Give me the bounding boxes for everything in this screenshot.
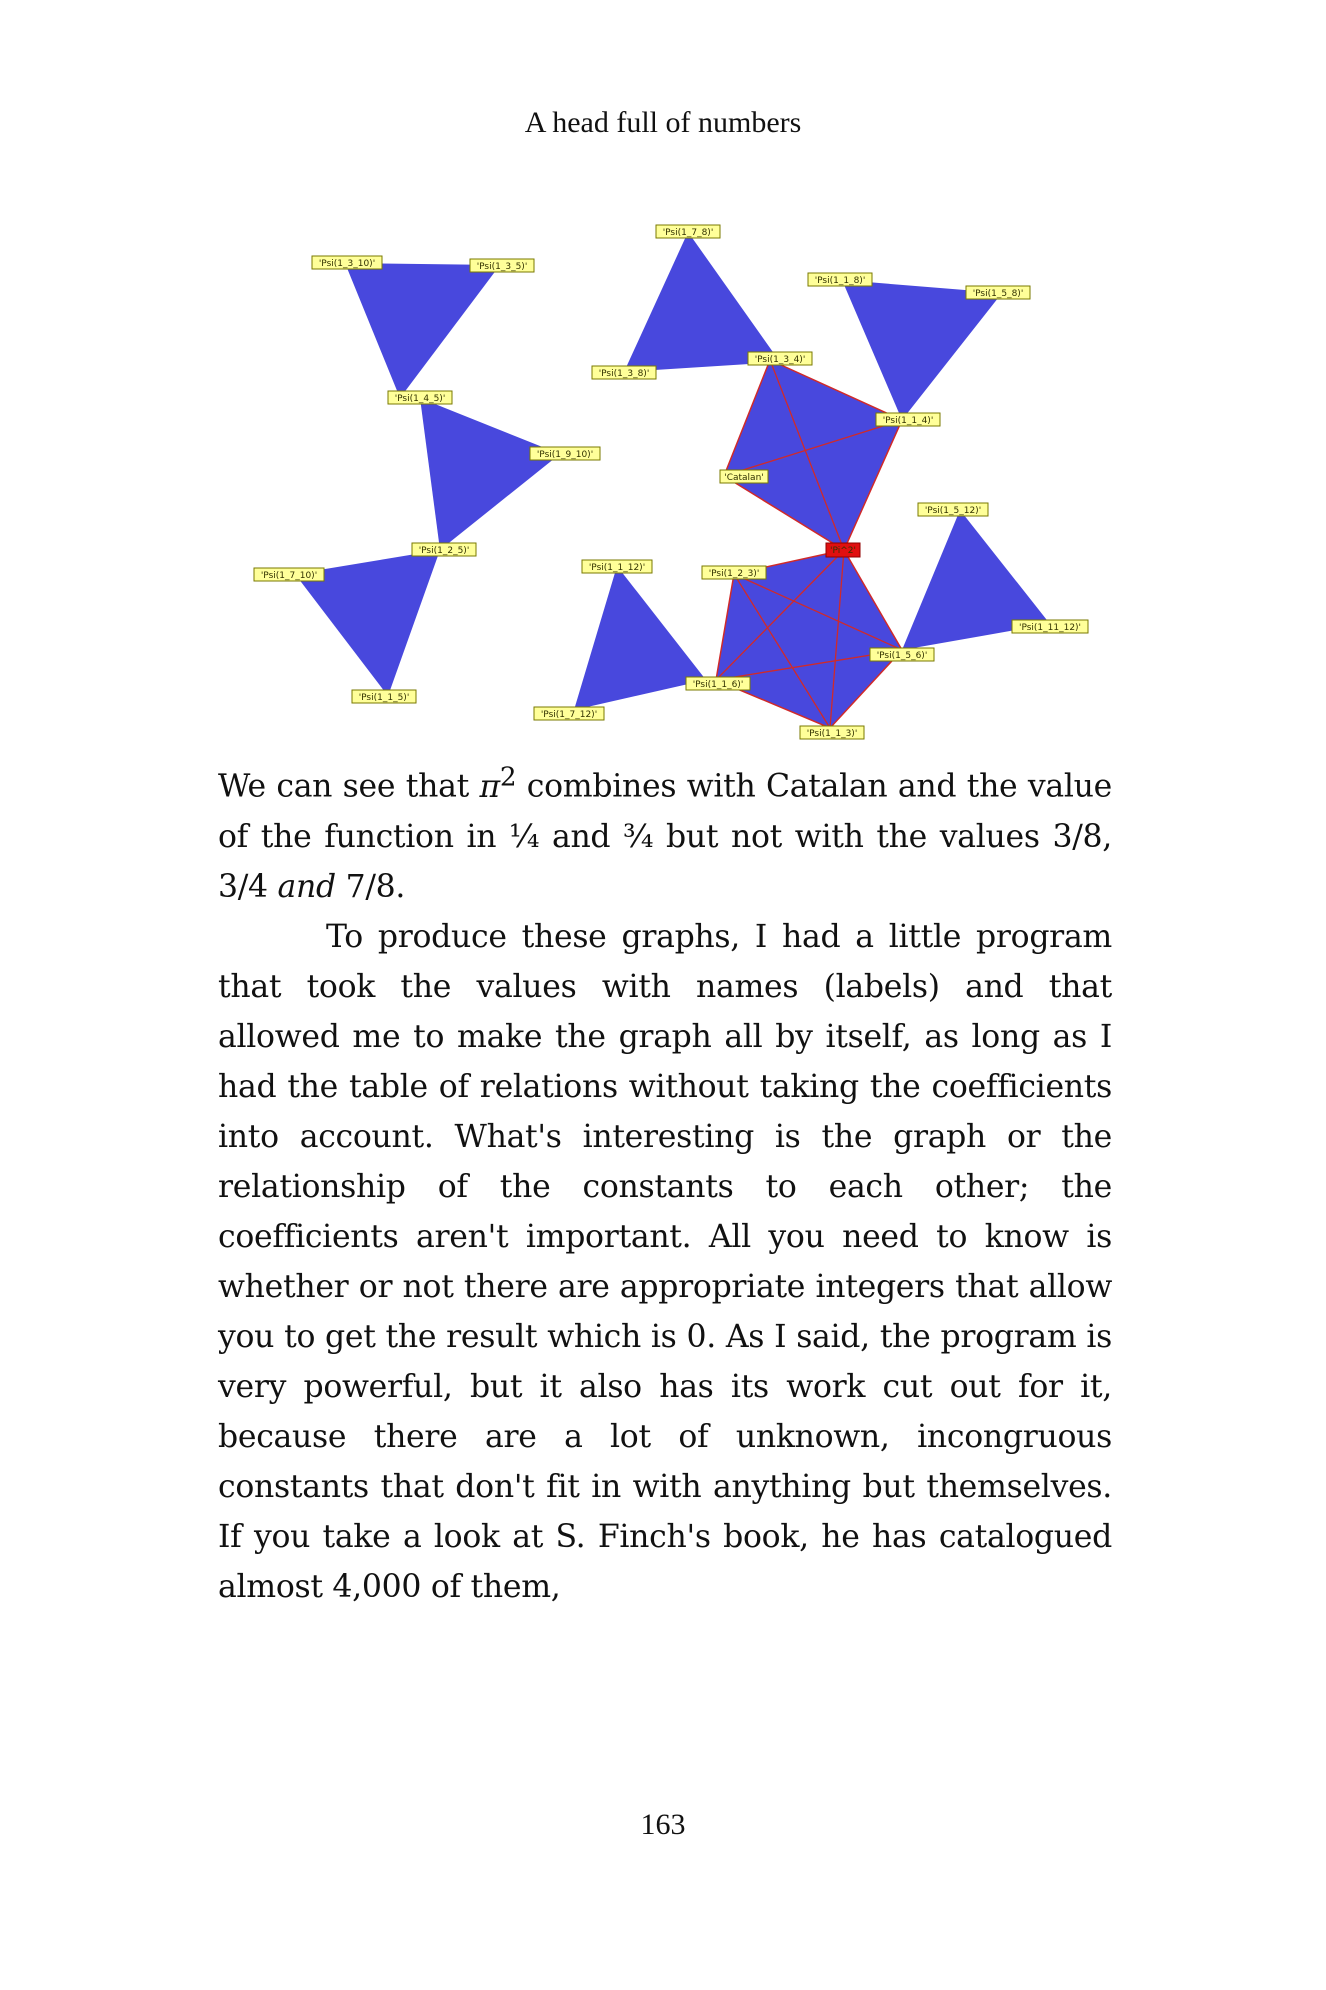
- node-label: 'Psi(1_7_8)': [662, 228, 714, 238]
- node-label: 'Psi(1_5_12)': [924, 506, 982, 516]
- triangle-face: [842, 280, 1002, 420]
- node-label: 'Psi(1_2_5)': [418, 546, 470, 556]
- math-pi-squared: [479, 762, 517, 805]
- node-label: 'Psi(1_7_12)': [540, 710, 598, 720]
- math-and: and: [277, 868, 336, 905]
- node-psi-1-5-6: [870, 648, 934, 661]
- node-psi-1-3-8: [592, 366, 656, 379]
- node-psi-1-7-12: [534, 707, 604, 720]
- triangle-face: [624, 232, 780, 372]
- paragraph-2: To produce these graphs, I had a little program that took the values with names (labels) and that allowed me to make the graph all by itself, as long as I had the table of relations without taking the coefficients into account. What's interesting is the graph or the relationship of the constants to each other; the coefficients aren't important. All you need to know is whether or not there are appropriate integers that allow you to get the result which is 0. As I said, the program is very powerful, but it also has its work cut out for it, because there are a lot of unknown, incongruous constants that don't fit in with anything but themselves. If you take a look at S. Finch's book, he has catalogued almost 4,000 of them,: [218, 918, 1112, 1605]
- node-psi-1-7-8: [656, 225, 720, 238]
- node-label: 'Psi(1_1_5)': [358, 693, 410, 703]
- node-label: 'Psi(1_7_10)': [260, 571, 318, 581]
- node-label: 'Psi(1_9_10)': [536, 450, 594, 460]
- paragraph-text: We can see that: [218, 768, 480, 805]
- exponent: 2: [499, 762, 517, 792]
- node-label: 'Psi(1_3_8)': [598, 369, 650, 379]
- node-label: 'Psi(1_1_6)': [692, 680, 744, 690]
- node-label: 'Psi(1_4_5)': [394, 394, 446, 404]
- math-fraction: 7/8.: [335, 868, 406, 905]
- node-psi-1-1-5: [352, 690, 416, 703]
- node-label: 'Psi(1_2_3)': [708, 569, 760, 579]
- node-psi-1-1-6: [686, 677, 750, 690]
- node-label: 'Psi(1_3_5)': [476, 262, 528, 272]
- page-number: 163: [640, 1808, 686, 1841]
- node-psi-1-1-12: [582, 560, 652, 573]
- node-psi-1-5-12: [918, 503, 988, 516]
- pi-symbol: π: [479, 768, 500, 805]
- node-label: 'Psi(1_1_8)': [814, 276, 866, 286]
- node-label: 'Psi(1_1_3)': [806, 729, 858, 739]
- paragraph-1: [218, 752, 1112, 912]
- node-psi-1-2-5: [412, 543, 476, 556]
- node-psi-1-4-5: [388, 391, 452, 404]
- running-head: A head full of numbers: [524, 106, 802, 139]
- node-psi-1-3-10: [312, 256, 382, 269]
- paragraph-text: combines with Catalan and the value of the function in ¼ and ¾ but not with the values: [218, 768, 1112, 855]
- node-psi-1-1-3: [800, 726, 864, 739]
- node-label: 'Psi(1_3_4)': [754, 355, 806, 365]
- node-label: 'Psi(1_1_4)': [882, 416, 934, 426]
- node-psi-1-5-8: [966, 286, 1030, 299]
- node-psi-1-1-4: [876, 413, 940, 426]
- node-psi-1-3-4: [748, 352, 812, 365]
- node-label: 'Psi(1_1_12)': [588, 563, 646, 573]
- node-label: 'Psi(1_3_10)': [318, 259, 376, 269]
- node-psi-1-3-5: [470, 259, 534, 272]
- node-psi-1-2-3: [702, 566, 766, 579]
- node-psi-1-11-12: [1012, 620, 1088, 633]
- relation-graph-figure: [0, 0, 1326, 760]
- body-text: [218, 752, 1112, 1612]
- node-catalan: [720, 470, 768, 483]
- node-label: 'Psi(1_5_6)': [876, 651, 928, 661]
- node-label: 'Pi^2': [830, 546, 856, 556]
- graph-faces: [295, 232, 1050, 728]
- math-fraction: 3/8, 3/4: [218, 818, 1112, 905]
- node-label: 'Psi(1_5_8)': [972, 289, 1024, 299]
- node-psi-1-7-10: [254, 568, 324, 581]
- triangle-face: [420, 398, 560, 550]
- node-label: 'Psi(1_11_12)': [1018, 623, 1082, 633]
- node-psi-1-9-10: [530, 447, 600, 460]
- node-label: 'Catalan': [724, 473, 764, 483]
- quad-face: [724, 360, 902, 550]
- node-psi-1-1-8: [808, 273, 872, 286]
- triangle-face: [345, 263, 500, 398]
- node-pi-squared: [826, 543, 860, 557]
